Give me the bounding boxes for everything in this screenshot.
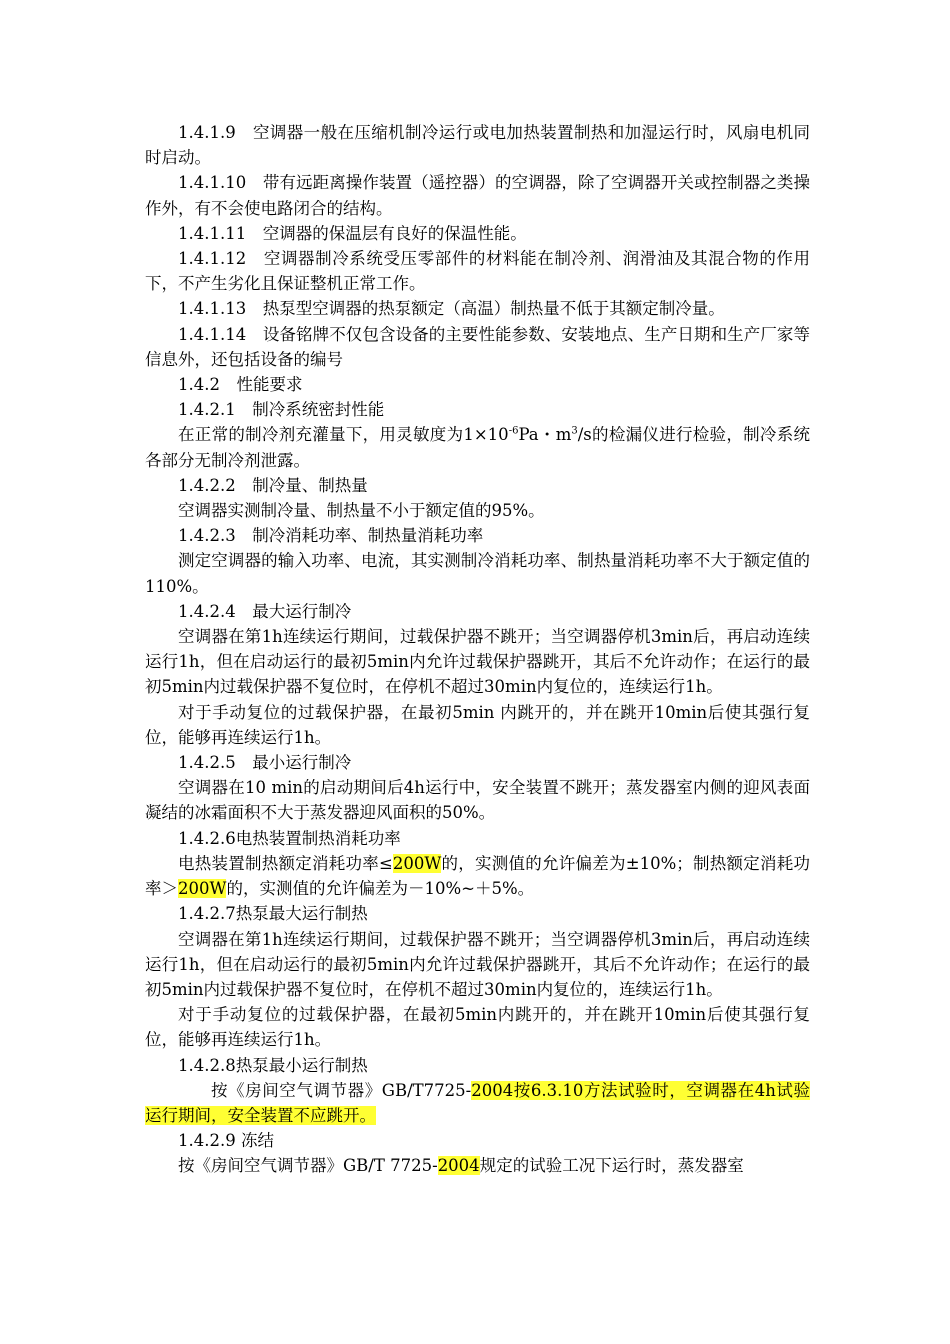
body-text: 按《房间空气调节器》GB/T7725- xyxy=(211,1080,472,1100)
heading-text: 1.4.2.3 制冷消耗功率、制热量消耗功率 xyxy=(178,526,484,546)
superscript-exponent: 3 xyxy=(571,425,578,437)
heading-text: 1.4.2.8热泵最小运行制热 xyxy=(178,1055,368,1075)
heading-text: 1.4.2.1 制冷系统密封性能 xyxy=(178,400,385,420)
heading-1-4-2-4 xyxy=(145,599,810,624)
highlighted-text: 200W xyxy=(178,879,227,899)
clause-text: 1.4.1.14 设备铭牌不仅包含设备的主要性能参数、安装地点、生产日期和生产厂家等信息外，还包括设备的编号 xyxy=(145,324,810,369)
highlighted-text: 2004 xyxy=(437,1156,480,1176)
clause-1-4-1-9 xyxy=(145,120,810,170)
heading-1-4-2-9 xyxy=(145,1128,810,1153)
heading-text: 1.4.2.5 最小运行制冷 xyxy=(178,753,352,773)
clause-1-4-1-13 xyxy=(145,296,810,321)
body-text: 空调器在10 min的启动期间后4h运行中，安全装置不跳开；蒸发器室内侧的迎风表面凝结的冰霜面积不大于蒸发器迎风面积的50%。 xyxy=(145,778,810,823)
clause-1-4-1-14 xyxy=(145,322,810,372)
heading-text: 1.4.2.2 制冷量、制热量 xyxy=(178,475,368,495)
heading-text: 1.4.2.4 最大运行制冷 xyxy=(178,601,352,621)
body-text: 空调器在第1h连续运行期间，过载保护器不跳开；当空调器停机3min后，再启动连续运行1h，但在启动运行的最初5min内允许过载保护器跳开，其后不允许动作；在运行的最初5min内过载保护器不复位时，在停机不超过30min内复位的，连续运行1h。 xyxy=(145,929,810,999)
superscript-exponent: -6 xyxy=(508,425,519,437)
body-text: 空调器在第1h连续运行期间，过载保护器不跳开；当空调器停机3min后，再启动连续运行1h，但在启动运行的最初5min内允许过载保护器跳开，其后不允许动作；在运行的最初5min内过载保护器不复位时，在停机不超过30min内复位的，连续运行1h。 xyxy=(145,627,810,697)
body-power xyxy=(145,548,810,598)
highlighted-text: 2004按6.3.10方法试验时，空调器在4h试验运行期间，安全装置不应跳开。 xyxy=(145,1080,810,1125)
clause-text: 1.4.1.10 带有远距离操作装置（遥控器）的空调器，除了空调器开关或控制器之类操作外，有不会使电路闭合的结构。 xyxy=(145,173,810,218)
body-electric-heating xyxy=(145,851,810,901)
clause-text: 1.4.1.11 空调器的保温层有良好的保温性能。 xyxy=(178,223,527,243)
heading-1-4-2-7 xyxy=(145,901,810,926)
clause-text: 1.4.1.13 热泵型空调器的热泵额定（高温）制热量不低于其额定制冷量。 xyxy=(178,299,725,319)
body-text: 对于手动复位的过载保护器，在最初5min内跳开的，并在跳开10min后使其强行复位，能够再连续运行1h。 xyxy=(145,1005,810,1050)
section-heading-1-4-2 xyxy=(145,372,810,397)
body-manual-reset-2 xyxy=(145,1002,810,1052)
body-text: Pa・m xyxy=(518,425,572,445)
body-text: 对于手动复位的过载保护器，在最初5min 内跳开的，并在跳开10min后使其强行复位，能够再连续运行1h。 xyxy=(145,702,810,747)
body-text: 在正常的制冷剂充灌量下，用灵敏度为1×10 xyxy=(178,425,509,445)
body-min-heating xyxy=(145,1078,810,1128)
heading-text: 1.4.2.6电热装置制热消耗功率 xyxy=(178,828,401,848)
clause-text: 1.4.1.9 空调器一般在压缩机制冷运行或电加热装置制热和加湿运行时，风扇电机同时启动。 xyxy=(145,123,810,168)
clause-1-4-1-12 xyxy=(145,246,810,296)
heading-1-4-2-6 xyxy=(145,826,810,851)
body-text: 测定空调器的输入功率、电流，其实测制冷消耗功率、制热量消耗功率不大于额定值的110%。 xyxy=(145,551,810,596)
heading-1-4-2-2 xyxy=(145,473,810,498)
heading-1-4-2-3 xyxy=(145,523,810,548)
body-text: 规定的试验工况下运行时，蒸发器室 xyxy=(479,1156,744,1176)
document-page xyxy=(145,120,810,1179)
highlighted-text: 200W xyxy=(392,853,442,873)
heading-text: 1.4.2 性能要求 xyxy=(178,375,303,395)
body-min-cooling xyxy=(145,775,810,825)
clause-text: 1.4.1.12 空调器制冷系统受压零部件的材料能在制冷剂、润滑油及其混合物的作用下，不产生劣化且保证整机正常工作。 xyxy=(145,249,810,294)
body-text: 按《房间空气调节器》GB/T 7725- xyxy=(178,1156,438,1176)
clause-1-4-1-10 xyxy=(145,170,810,220)
heading-text: 1.4.2.9 冻结 xyxy=(178,1131,274,1151)
body-text: 的，实测值的允许偏差为±10%；制热额定消耗功率＞ xyxy=(145,853,811,899)
clause-1-4-1-11 xyxy=(145,221,810,246)
heading-1-4-2-8 xyxy=(145,1053,810,1078)
body-text: 电热装置制热额定消耗功率≤ xyxy=(178,853,393,873)
body-capacity xyxy=(145,498,810,523)
body-freezing xyxy=(145,1153,810,1178)
body-text: /s的检漏仪进行检验，制冷系统各部分无制冷剂泄露。 xyxy=(145,425,810,470)
heading-1-4-2-5 xyxy=(145,750,810,775)
body-max-cooling xyxy=(145,624,810,700)
body-manual-reset xyxy=(145,700,810,750)
body-sealing xyxy=(145,422,810,472)
body-text: 空调器实测制冷量、制热量不小于额定值的95%。 xyxy=(178,501,545,521)
body-text: 的，实测值的允许偏差为－10%~＋5%。 xyxy=(226,879,535,899)
heading-1-4-2-1 xyxy=(145,397,810,422)
heading-text: 1.4.2.7热泵最大运行制热 xyxy=(178,904,368,924)
body-max-heating xyxy=(145,927,810,1003)
